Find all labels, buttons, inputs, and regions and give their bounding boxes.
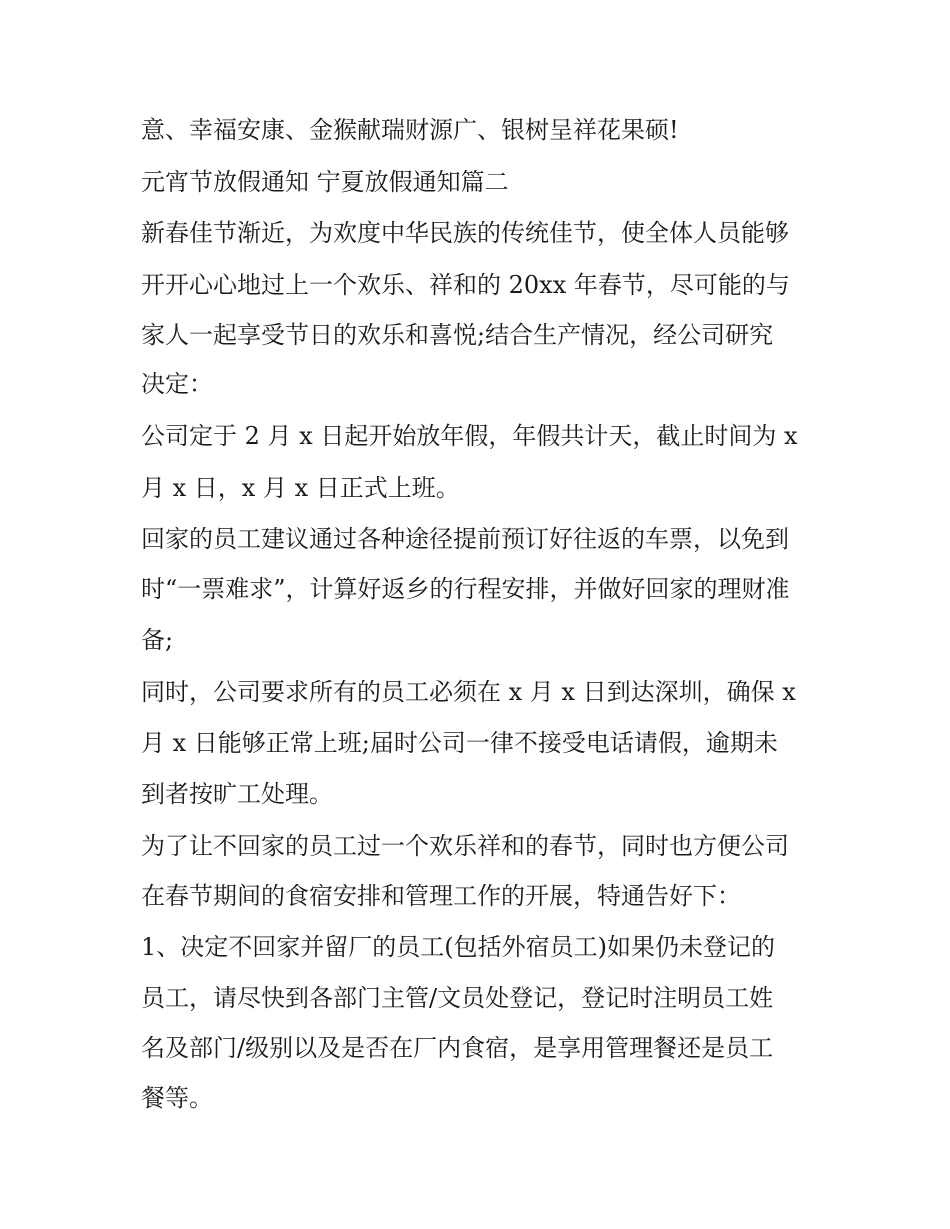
text-line: 开开心心地过上一个欢乐、祥和的 20xx 年春节，尽可能的与 [141,271,790,299]
text-line: 月 x 日，x 月 x 日正式上班。 [141,474,460,502]
text-line: 名及部门/级别以及是否在厂内食宿，是享用管理餐还是员工 [141,1034,774,1062]
text-line: 为了让不回家的员工过一个欢乐祥和的春节，同时也方便公司 [141,832,789,860]
text-line: 公司定于 2 月 x 日起开始放年假，年假共计天，截止时间为 x [141,422,798,450]
section-heading: 元宵节放假通知 宁夏放假通知篇二 [141,168,509,196]
list-item-1: 1、决定不回家并留厂的员工(包括外宿员工)如果仍未登记的 [141,933,775,961]
text-line: 同时，公司要求所有的员工必须在 x 月 x 日到达深圳，确保 x [141,678,796,706]
text-line: 备; [141,626,174,654]
text-line: 决定： [141,370,213,398]
text-line: 家人一起享受节日的欢乐和喜悦;结合生产情况，经公司研究 [141,321,774,349]
text-line: 月 x 日能够正常上班;届时公司一律不接受电话请假，逾期未 [141,729,778,757]
text-line: 在春节期间的食宿安排和管理工作的开展，特通告好下： [141,882,741,910]
text-line-blessing-end: 意、幸福安康、金猴献瑞财源广、银树呈祥花果硕! [141,116,679,144]
text-line: 回家的员工建议通过各种途径提前预订好往返的车票，以免到 [141,525,789,553]
text-line: 餐等。 [141,1084,213,1112]
text-line: 到者按旷工处理。 [141,780,333,808]
text-line: 员工，请尽快到各部门主管/文员处登记，登记时注明员工姓 [141,984,774,1012]
text-line: 新春佳节渐近，为欢度中华民族的传统佳节，使全体人员能够 [141,219,789,247]
text-line: 时“一票难求”，计算好返乡的行程安排，并做好回家的理财准 [141,575,790,603]
